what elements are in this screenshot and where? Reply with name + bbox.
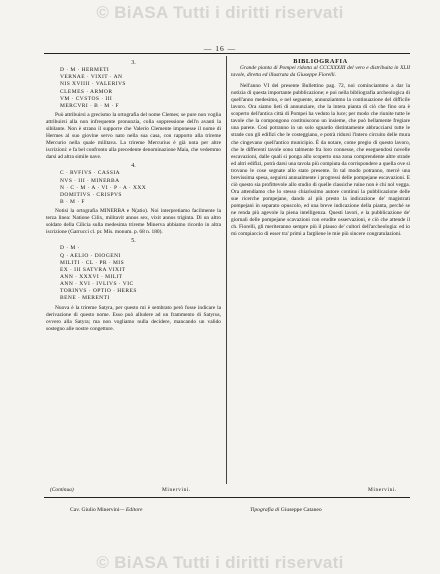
inscription-line: ANN · XXXVI · MILIT <box>60 274 123 280</box>
inscription-line: MILITI · CL · PR · MIS <box>60 259 125 266</box>
inscription-line: Q · AELIO · DIOGENI <box>60 252 121 259</box>
inscription-line: TORINVS · OPTIO · HERES <box>60 288 137 295</box>
inscription-line: B · M · F <box>60 198 85 205</box>
section-title: BIBLIOGRAFIA <box>293 58 348 65</box>
left-column <box>46 58 221 333</box>
item-number-4: 4. <box>131 163 136 170</box>
commentary-paragraph-5: Nuova è la trireme Satyra, per questo mi è sembrato però fosse indicare la derivazione di questo nome. Esso può alludere ad un frammento di Satyrus, ovvero alla Satyra; ma non vogliamo nulla decidere, mancando un valido sostegno alle nostre congetture. <box>46 304 221 332</box>
inscription-line: CLEMES · ARMOR <box>60 88 113 95</box>
right-column <box>231 58 410 238</box>
left-signature: Minervini. <box>162 487 191 493</box>
inscription-line: NVS · III · MINERBA <box>60 177 120 184</box>
printer-credit <box>250 507 322 513</box>
top-rule <box>44 53 410 54</box>
commentary-paragraph-4: Notisi la ortografia MINERBA e N(atio). Noi interpretiamo facilmente la terza linea: Natione Cilix, militavit annos sex, vixit annos triginta. Di un altro soldato della Cilicia sulla medesima trireme Minerva abbiamo ricordo in altra iscrizione (Garrucci cl. pr. Mis. monum. p. 68 n. 180). <box>46 208 221 236</box>
inscription-line: D · M · HERMETI <box>60 67 110 74</box>
editor-credit <box>70 507 142 513</box>
inscription-3 <box>46 67 221 110</box>
printer-label: Tipografia di <box>250 507 280 513</box>
editor-name: Cav. Giulio Minervini <box>70 507 120 513</box>
inscription-line: N · C · M · A · VI · P · A · XXX <box>60 184 147 191</box>
item-number-3: 3. <box>131 60 136 66</box>
inscription-line: NIS XVIIII · VALERIVS <box>60 81 126 88</box>
inscription-line: ANN · XVI · IVLIVS · VIC <box>60 281 134 288</box>
bibliography-paragraph: Nell'anno VI del presente Bullettino pag. 72, noi cominciammo a dar la notizia di questa importante pubblicazione; e poi nella bibliografia archeologica di quell'anno medesimo, e nel seguente, annunziammo la continuazione del difficile lavoro. Ora siamo lieti di annunziare, che la intera pianta di ciò che fino ora è scoperto dell'antica città di Pompei ha veduto la luce; per modo che riunite tutte le tavole che la compongono costituiscono un insieme, che può bellamente fregiare una parete. Così potranno in un solo sguardo distintamente abbracciarsi tutte le strade con gli edifizi che le costeggiano, e potrà ridursi l'intero circuito delle mura che cingevano quell'antico municipio. È da notare, come pregio di questo lavoro, che le differenti tavole sono talmente fra loro connesse, che eseguendosi novelle escavazioni, dalle quali si ponga allo scoperto una zona comprendente altre strade ed altri edifizi, potrà darsi una tavola più compiuta da corrispondere a quella ove si trovano le cose segnate allo stato presente. In tal modo potranno, mercè una brevissima spesa, seguirsi annualmente i progressi delle pompejane escavazioni. E ciò questo sia profittevole allo studio di quelle classiche ruine non è chi nol vegga. Ora attendiamo che lo stesso chiarissimo autore continui la pubblicazione delle sue ricerche pompejane, dando al più presto la indicazione de' magistrati pompejani in separato opuscolo, ed una breve indicazione della pianta, perchè se ne renda più agevole la piena intelligenza. Questi lavori, e la pubblicazione de' giornali delle pompejane scavazioni con erudite osservazioni, e ciò che attende il ch. Fiorelli, gli meriteranno sempre più il plauso de' cultori dell'archeologia: ed io mi compiaccio di esser tra' primi a fargliene le mie più sincere congratulazioni. <box>231 83 410 238</box>
inscription-5 <box>46 245 221 302</box>
inscription-line: BENE · MERENTI <box>60 295 110 302</box>
inscription-line: VM · CVSTOS · III <box>60 95 113 102</box>
page-number: — 16 — <box>203 44 237 53</box>
commentary-paragraph-3: Può attribuirsi a grecismo la ortografia del nome Clemes; se pure non voglia attribuirsi alla non infrequente pronunzia, colla soppressione dell'n avanti la sibilante. Non è strano il supporre che Valerio Clemente imponesse il nome di Hermes al suo giovine servo nato nella sua casa, con rapporto alla trireme Mercurio nella quale militava. La trireme Mercurius è già nota per altre iscrizioni: e fa bel confronto alla precedente denominazione Maia, che vedemmo darsi ad altra simile nave. <box>46 111 221 161</box>
editor-role: — Editore <box>119 507 143 513</box>
printer-name: Giuseppe Cataneo <box>280 507 322 513</box>
bibliography-entry-title: Grande pianta di Pompei ridotta al CCCXXXIII del vero e distribuita in XLII tavole, diretta ed illustrata da Giuseppe Fiorelli. <box>231 65 410 79</box>
watermark-bottom: © BiASA Tutti i diritti riservati <box>96 553 344 572</box>
item-number-5: 5. <box>131 238 136 245</box>
continua-note: (Continua) <box>50 487 74 493</box>
column-divider <box>226 56 227 484</box>
inscription-line: D · M · <box>60 245 80 252</box>
right-signature: Minervini. <box>368 487 397 493</box>
inscription-line: C · RVFIVS · CASSIA <box>60 170 121 177</box>
inscription-line: VERNAE · VIXIT · AN <box>60 74 123 81</box>
inscription-line: DOMITIVS · CRISPVS <box>60 191 122 198</box>
watermark-top: © BiASA Tutti i diritti riservati <box>96 3 344 22</box>
inscription-4 <box>46 170 221 206</box>
bottom-rule <box>44 497 410 498</box>
inscription-line: EX · III SATVRA VIXIT <box>60 266 126 273</box>
inscription-line: MERCVRI · B · M · F <box>60 102 119 109</box>
